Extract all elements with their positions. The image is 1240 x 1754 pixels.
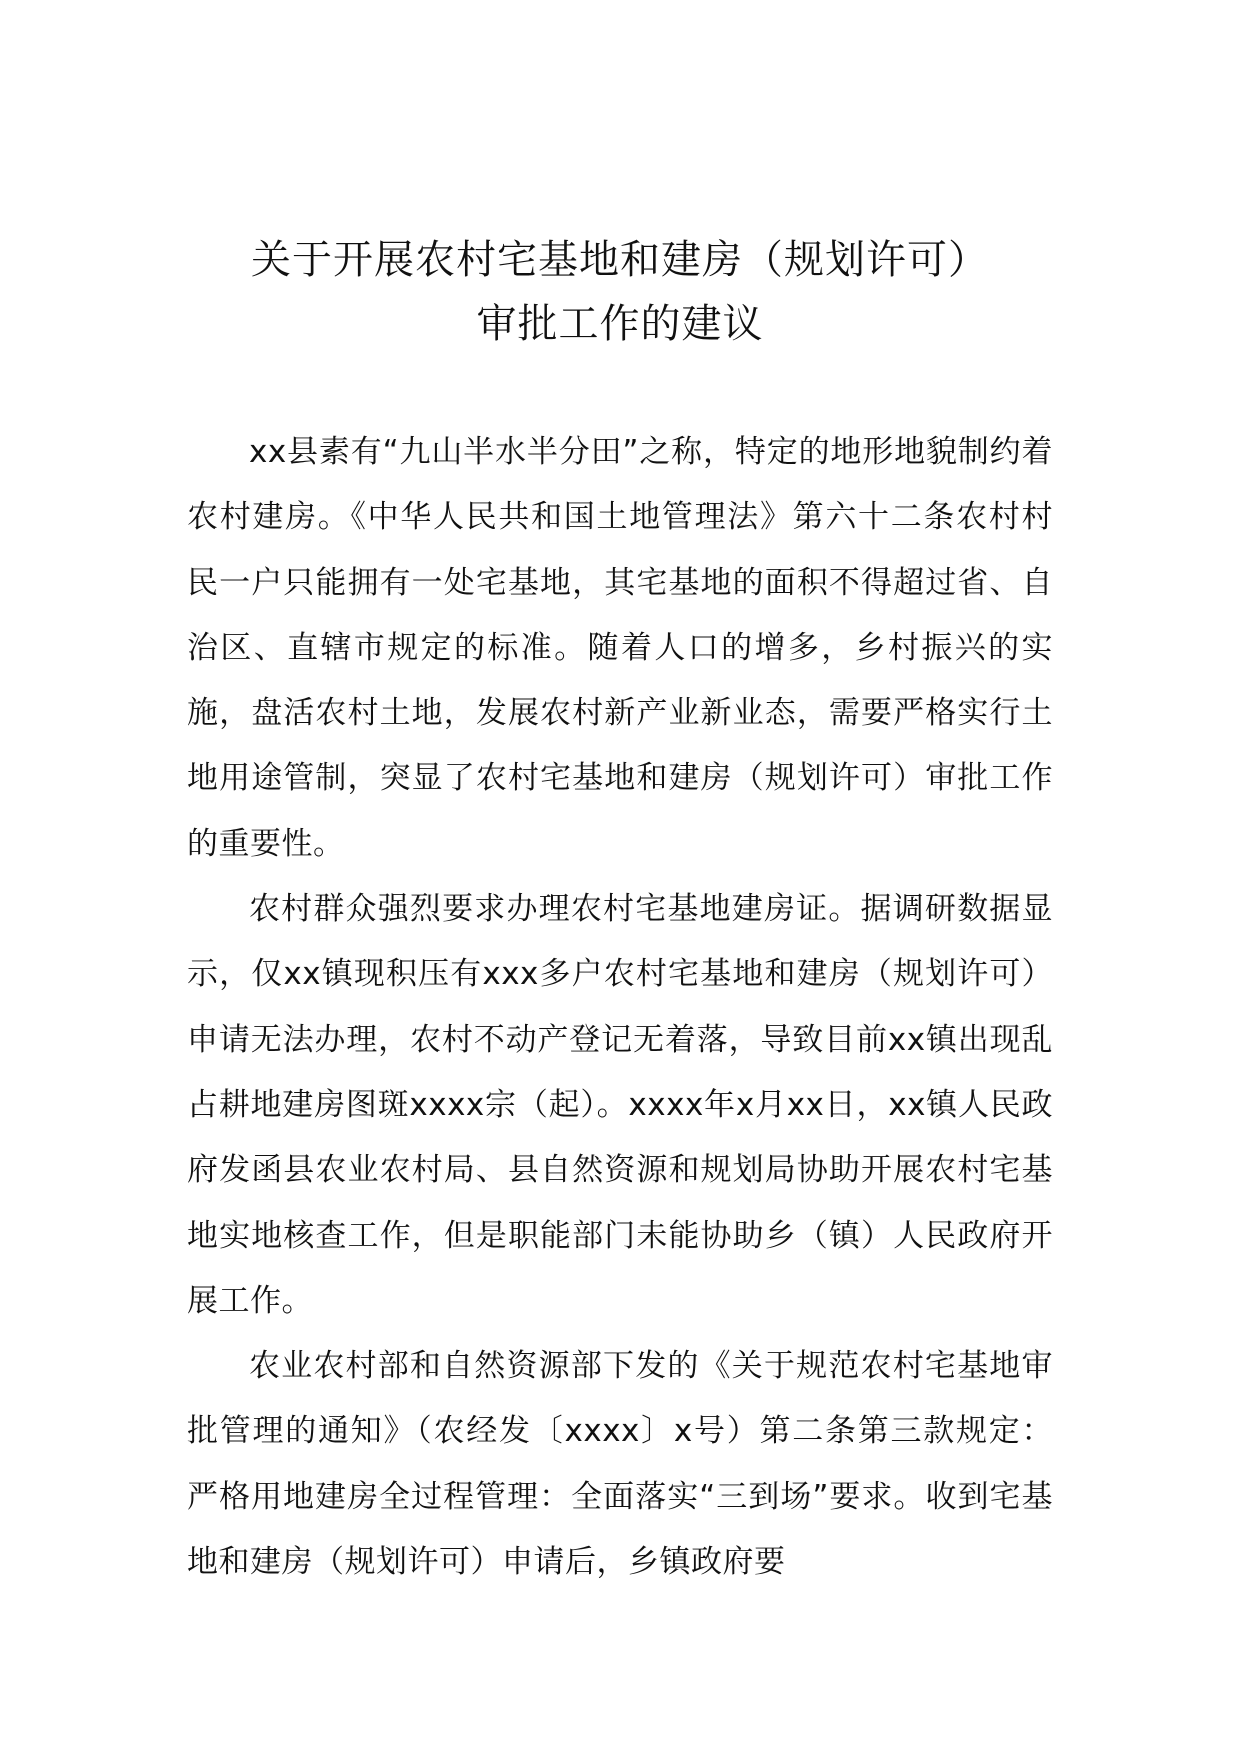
paragraph-1: xx县素有“九山半水半分田”之称，特定的地形地貌制约着农村建房。《中华人民共和国土地管理法》第六十二条农村村民一户只能拥有一处宅基地，其宅基地的面积不得超过省、自治区、直辖市规定的标准。随着人口的增多，乡村振兴的实施，盘活农村土地，发展农村新产业新业态，需要严格实行土地用途管制，突显了农村宅基地和建房（规划许可）审批工作的重要性。 — [187, 434, 1053, 862]
document-body — [187, 420, 1053, 1595]
title-line-1: 关于开展农村宅基地和建房（规划许可） — [251, 237, 989, 283]
paragraph-2: 农村群众强烈要求办理农村宅基地建房证。据调研数据显示，仅xx镇现积压有xxx多户农村宅基地和建房（规划许可）申请无法办理，农村不动产登记无着落，导致目前xx镇出现乱占耕地建房图斑xxxx宗（起）。xxxx年x月xx日，xx镇人民政府发函县农业农村局、县自然资源和规划局协助开展农村宅基地实地核查工作，但是职能部门未能协助乡（镇）人民政府开展工作。 — [187, 891, 1053, 1319]
paragraph-3: 农业农村部和自然资源部下发的《关于规范农村宅基地审批管理的通知》（农经发〔xxxx〕x号）第二条第三款规定：严格用地建房全过程管理：全面落实“三到场”要求。收到宅基地和建房（规划许可）申请后，乡镇政府要 — [187, 1348, 1053, 1581]
document-title — [150, 228, 1090, 356]
title-line-2: 审批工作的建议 — [476, 301, 764, 347]
